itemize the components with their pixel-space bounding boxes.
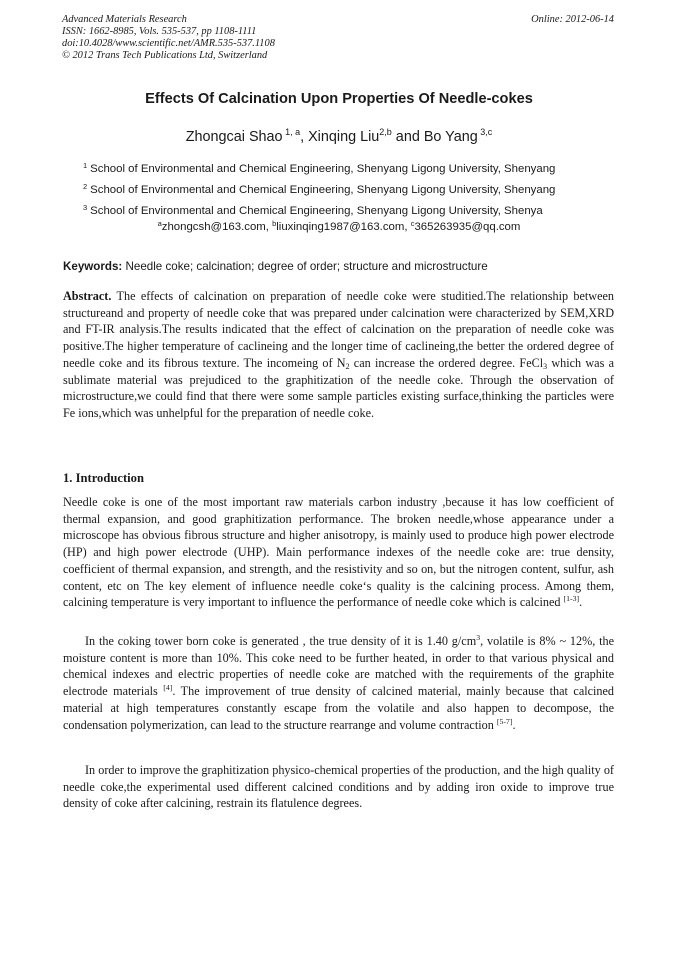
online-date: Online: 2012-06-14 — [531, 14, 614, 25]
affiliation-number: 3 — [83, 203, 88, 212]
author-separator: and — [391, 129, 424, 145]
author-affil-mark: 3,c — [477, 127, 493, 137]
citation-ref: [4] — [163, 683, 173, 693]
affiliation-number: 2 — [83, 182, 88, 191]
author-line — [0, 127, 678, 145]
author-name: Xinqing Liu — [308, 129, 380, 145]
citation-ref: [5-7] — [496, 716, 513, 726]
abstract-text: The effects of calcination on preparation of needle coke were studitied.The relationship between structureand and property of needle coke that was prepared under calcination were characterized by SEM,XRD and FT-IR analysis.The results indicated that the effect of calcination on the preparation of needle coke was positive.The higher temperature of caclineing and the longer time of caclineing,the better the ordered degree of needle coke and its fibrous texture. The incomeing of N — [63, 289, 614, 370]
superscript: 3 — [476, 633, 481, 642]
paragraph-text: Needle coke is one of the most important raw materials carbon industry ,because it has low coefficient of thermal expansion, and good graphitization performance. The broken needle,whose appearance under a microscope has obvious fibrous structure and higher anisotropy, is mainly used to produce high power electrode (HP) and high power electrode (UHP). Main performance indexes of the needle coke are: true density, coefficient of thermal expansion, and strength, and the resistivity and so on, but the nitrogen content, sulfur, ash content, etc on The key element of influence needle coke‘s quality is the calcining process. Among them, calcining temperature is very important to influence the performance of needle coke which is calcined — [63, 495, 614, 610]
subscript: 2 — [345, 361, 350, 371]
affiliation-text: School of Environmental and Chemical Engineering, Shenyang Ligong University, Shenya — [90, 205, 543, 217]
paper-title: Effects Of Calcination Upon Properties Of Needle-cokes — [145, 91, 533, 107]
affiliation-text: School of Environmental and Chemical Engineering, Shenyang Ligong University, Shenyang — [90, 184, 556, 196]
email-address: zhongcsh@163.com, — [161, 221, 273, 233]
affiliation — [83, 157, 555, 178]
paragraph-text: . — [579, 595, 583, 610]
affiliation — [83, 178, 555, 199]
issn-line: ISSN: 1662-8985, Vols. 535-537, pp 1108-1111 — [62, 26, 257, 37]
author-name: Bo Yang — [423, 129, 478, 145]
abstract-text: which was a sublimate material was prejudiced to the graphitization of the needle coke. Through the observation of microstructure,we could find that there were some sample particles existing surface,thinking the particles were Fe ions,which was unhelpful for the preparation of needle coke. — [63, 355, 614, 420]
author-name: Zhongcai Shao — [185, 129, 283, 145]
doi-line: doi:10.4028/www.scientific.net/AMR.535-537.1108 — [62, 38, 275, 49]
abstract-text: can increase the ordered degree. FeCl — [349, 355, 544, 370]
email-address: 365263935@qq.com — [414, 221, 521, 233]
author-affil-mark: 2,b — [379, 127, 392, 137]
paragraph-text: In order to improve the graphitization physico-chemical properties of the production, and the high quality of needle coke,the experimental used different calcined conditions and by adding iron oxide to improve true density of coke after calcining, restrain its flatulence degrees. — [63, 763, 614, 811]
author-affil-mark: 1, a — [282, 127, 301, 137]
keywords — [63, 260, 488, 273]
keywords-label: Keywords: — [63, 260, 123, 273]
email-address: liuxinqing1987@163.com, — [276, 221, 411, 233]
affiliation — [83, 199, 555, 220]
citation-ref: [1-3] — [563, 594, 580, 604]
subscript: 3 — [543, 361, 548, 371]
affiliation-text: School of Environmental and Chemical Engineering, Shenyang Ligong University, Shenyang — [90, 163, 556, 175]
intro-paragraph-2 — [63, 633, 614, 733]
journal-name: Advanced Materials Research — [62, 14, 187, 25]
paragraph-text: In the coking tower born coke is generated , the true density of it is 1.40 g/cm — [85, 634, 477, 648]
email-mark: a — [157, 219, 162, 228]
email-mark: c — [410, 219, 415, 228]
paragraph-text: . The improvement of true density of calcined material, mainly because that calcined material at high temperatures constantly escape from the volatile and also happen to decompose, the condensation polymerization, can lead to the structure rearrange and volume contraction — [63, 684, 615, 732]
section-heading: 1. Introduction — [63, 471, 144, 485]
paragraph-text: . — [512, 717, 516, 732]
author-separator: , — [300, 129, 309, 145]
abstract — [63, 288, 614, 422]
intro-paragraph-1 — [63, 494, 614, 611]
copyright-line: © 2012 Trans Tech Publications Ltd, Switzerland — [62, 50, 268, 61]
journal-header — [62, 14, 275, 62]
intro-paragraph-3 — [63, 762, 614, 812]
email-line — [0, 219, 678, 233]
affiliation-list — [83, 157, 555, 220]
paragraph-text: , volatile is 8% ~ 12%, the moisture content is more than 10%. This coke need to be further heated, in order to that various physical and chemical indexes and electric properties of needle coke are matched with the requirements of the graphite electrode materials — [63, 634, 615, 699]
email-mark: b — [272, 219, 277, 228]
keywords-text: Needle coke; calcination; degree of order; structure and microstructure — [122, 260, 488, 273]
abstract-label: Abstract. — [63, 289, 112, 303]
affiliation-number: 1 — [83, 161, 88, 170]
